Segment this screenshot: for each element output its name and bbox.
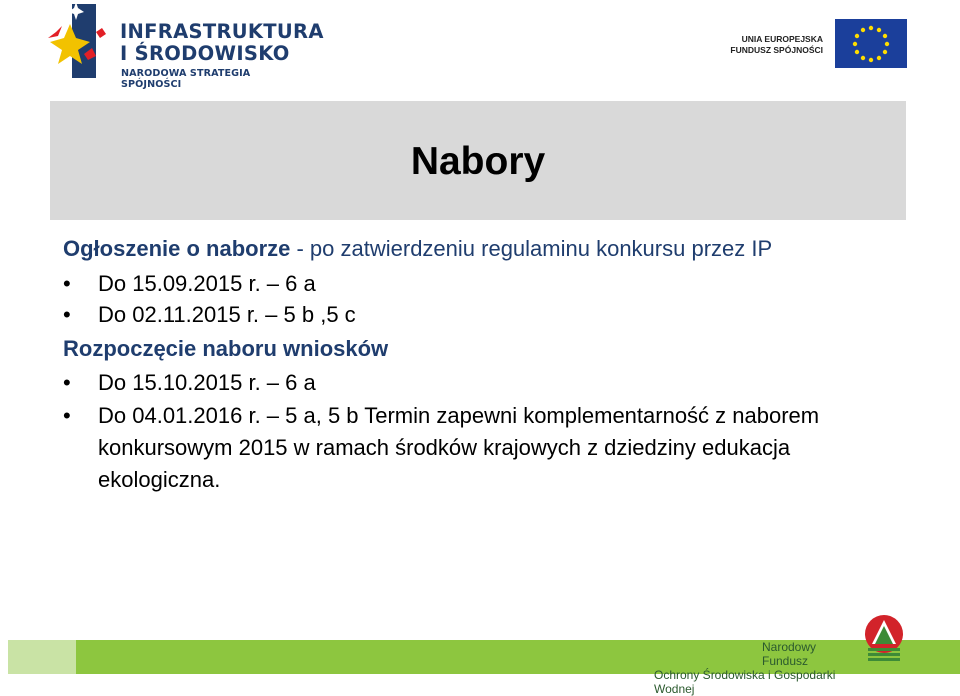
list-item: • Do 02.11.2015 r. – 5 b ,5 c [63, 299, 913, 330]
first-deadline-list [63, 268, 913, 330]
list-item: • Do 04.01.2016 r. – 5 a, 5 b Termin zapewni komplementarność z naborem konkursowym 2015 w ramach środków krajowych z dziedziny edukacja ekologiczna. [63, 400, 913, 496]
intro-bold: Ogłoszenie o naborze [63, 236, 291, 261]
list-item: • Do 15.10.2015 r. – 6 a [63, 367, 913, 398]
list-item: • Do 15.09.2015 r. – 6 a [63, 268, 913, 299]
intro-paragraph [63, 233, 913, 264]
nfos-line1: Narodowy Fundusz [762, 640, 817, 668]
logo-subtitle: NARODOWA STRATEGIA SPÓJNOŚCI [121, 68, 251, 90]
nfos-label [654, 640, 854, 696]
eu-flag-icon [835, 19, 907, 68]
footer-bar-light [8, 640, 76, 674]
content-body [63, 233, 913, 496]
star-logo-icon [44, 2, 120, 86]
section-heading: Rozpoczęcie naboru wniosków [63, 336, 389, 361]
nfos-line2: Ochrony Środowiska i Gospodarki Wodnej [654, 668, 836, 696]
infrastruktura-logo [44, 2, 324, 90]
eu-label-line2: FUNDUSZ SPÓJNOŚCI [730, 45, 823, 55]
page-title: Nabory [410, 140, 546, 183]
eu-label-line1: UNIA EUROPEJSKA [741, 34, 823, 44]
intro-rest: - po zatwierdzeniu regulaminu konkursu przez IP [290, 236, 773, 261]
nfos-logo-icon [862, 614, 906, 666]
logo-title-line1: INFRASTRUKTURA [120, 20, 324, 43]
second-deadline-list [63, 367, 913, 496]
logo-title-line2: I ŚRODOWISKO [120, 42, 290, 65]
eu-label [730, 34, 823, 56]
